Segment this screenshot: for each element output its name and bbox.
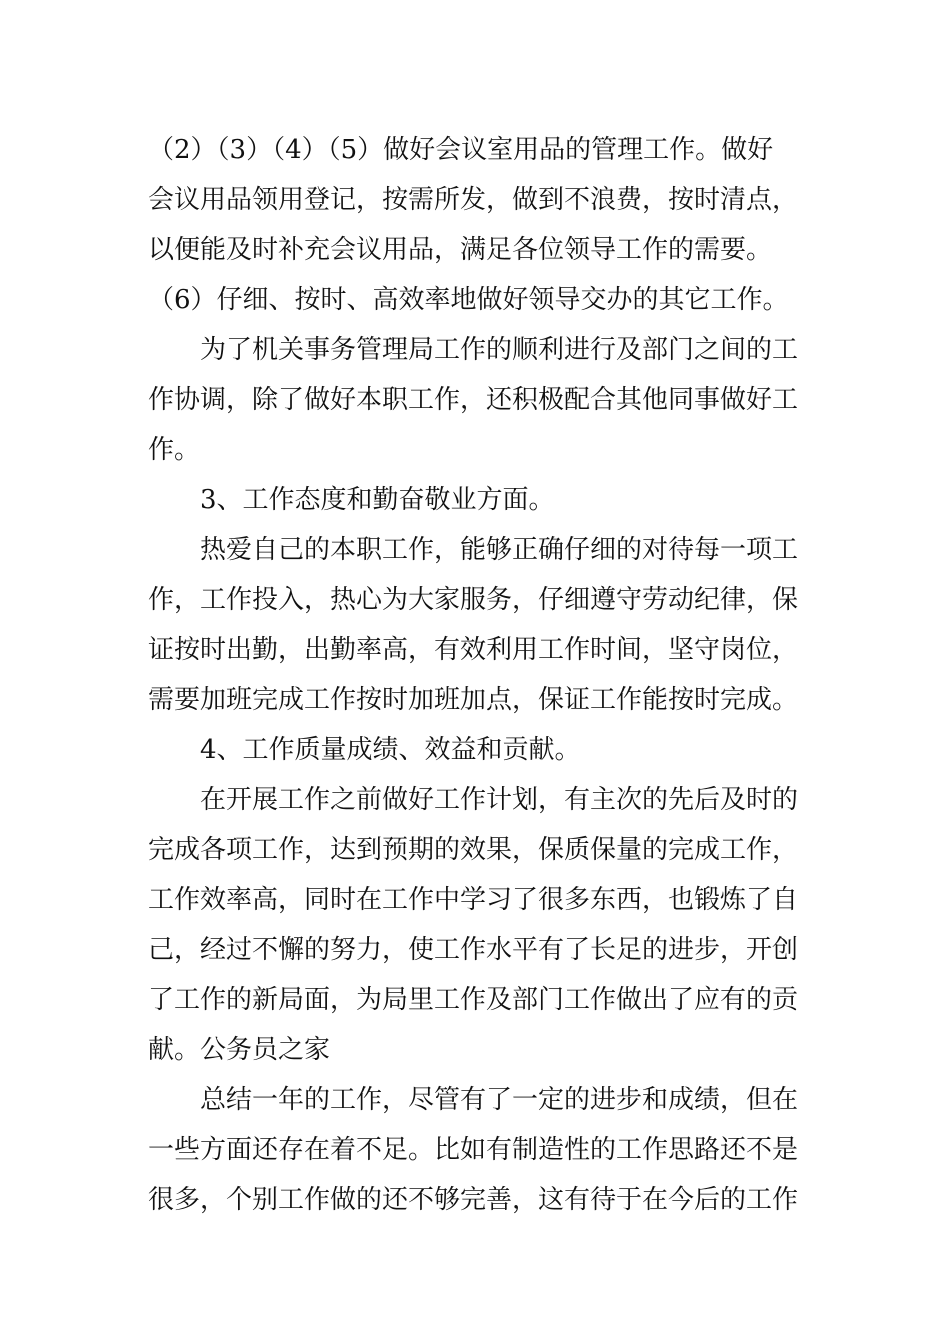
text-line: 了工作的新局面，为局里工作及部门工作做出了应有的贡 xyxy=(148,985,799,1015)
text-line: 热爱自己的本职工作，能够正确仔细的对待每一项工 xyxy=(200,535,799,565)
text-line: 需要加班完成工作按时加班加点，保证工作能按时完成。 xyxy=(148,685,799,715)
text-line: 作协调，除了做好本职工作，还积极配合其他同事做好工 xyxy=(148,385,799,415)
text-line: 献。公务员之家 xyxy=(148,1035,331,1065)
text-line: 作，工作投入，热心为大家服务，仔细遵守劳动纪律，保 xyxy=(148,585,799,615)
text-line: 一些方面还存在着不足。比如有制造性的工作思路还不是 xyxy=(148,1135,799,1165)
text-line: 证按时出勤，出勤率高，有效利用工作时间，坚守岗位， xyxy=(148,635,799,665)
text-line: 会议用品领用登记，按需所发，做到不浪费，按时清点， xyxy=(148,185,799,215)
text-line: 总结一年的工作，尽管有了一定的进步和成绩，但在 xyxy=(200,1085,799,1115)
text-line: （2）（3）（4）（5）做好会议室用品的管理工作。做好 xyxy=(148,135,774,165)
text-line: 工作效率高，同时在工作中学习了很多东西，也锻炼了自 xyxy=(148,885,799,915)
section-heading: 3、工作态度和勤奋敬业方面。 xyxy=(200,485,555,515)
text-line: 己，经过不懈的努力，使工作水平有了长足的进步，开创 xyxy=(148,935,799,965)
text-line: 以便能及时补充会议用品，满足各位领导工作的需要。 xyxy=(148,235,773,265)
text-line: 为了机关事务管理局工作的顺利进行及部门之间的工 xyxy=(200,335,799,365)
text-line: （6）仔细、按时、高效率地做好领导交办的其它工作。 xyxy=(148,285,789,315)
text-line: 很多，个别工作做的还不够完善，这有待于在今后的工作 xyxy=(148,1185,799,1215)
text-line: 完成各项工作，达到预期的效果，保质保量的完成工作， xyxy=(148,835,799,865)
text-line: 在开展工作之前做好工作计划，有主次的先后及时的 xyxy=(200,785,799,815)
section-heading: 4、工作质量成绩、效益和贡献。 xyxy=(200,735,581,765)
text-line: 作。 xyxy=(148,435,201,465)
